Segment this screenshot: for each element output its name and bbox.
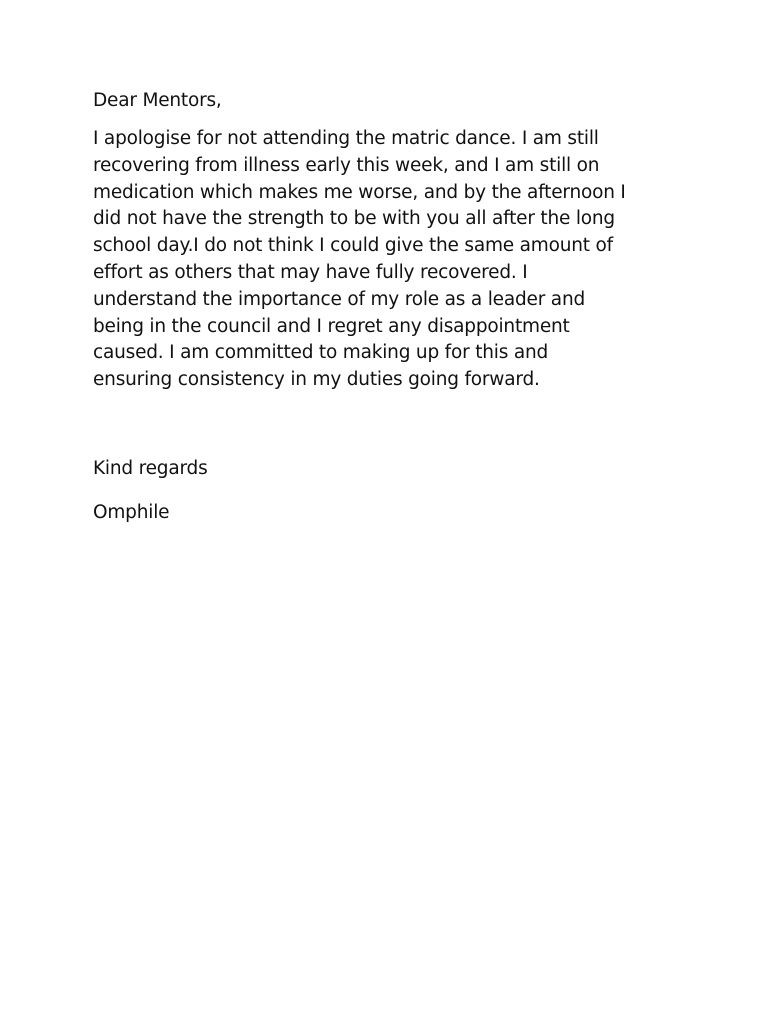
body-line: being in the council and I regret any disappointment	[93, 315, 570, 337]
salutation: Dear Mentors,	[93, 90, 222, 111]
body-line: understand the importance of my role as a leader and	[93, 288, 586, 310]
letter	[93, 86, 693, 528]
signature-name: Omphile	[93, 501, 170, 523]
letter-body	[93, 126, 693, 394]
body-line: I apologise for not attending the matric dance. I am still	[93, 128, 599, 149]
body-line: medication which makes me worse, and by the afternoon I	[93, 181, 626, 203]
body-line: caused. I am committed to making up for this and	[93, 342, 549, 364]
body-line: recovering from illness early this week, and I am still on	[93, 154, 600, 176]
closing: Kind regards	[93, 457, 208, 479]
body-line: did not have the strength to be with you all after the long	[93, 208, 615, 230]
body-line: school day.I do not think I could give the same amount of	[93, 235, 613, 257]
body-line: ensuring consistency in my duties going forward.	[93, 369, 540, 391]
body-line: effort as others that may have fully recovered. I	[93, 261, 528, 283]
